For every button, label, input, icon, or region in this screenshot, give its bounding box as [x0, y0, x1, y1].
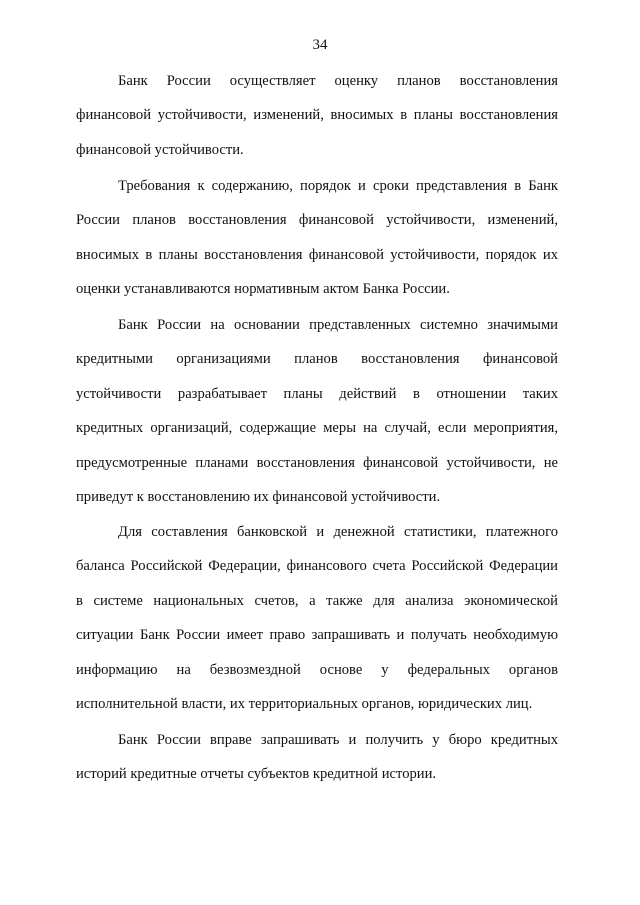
paragraph-line: финансовой устойчивости.: [76, 141, 244, 158]
paragraph-line: Банк России вправе запрашивать и получить у бюро кредитных: [118, 732, 558, 748]
paragraph-line: предусмотренные планами восстановления финансовой устойчивости, не: [76, 454, 558, 471]
paragraph-line: кредитных организаций, содержащие меры на случай, если мероприятия,: [76, 420, 558, 437]
paragraph-line: устойчивости разрабатывает планы действий в отношении таких: [76, 385, 558, 402]
page-number: 34: [312, 37, 328, 53]
paragraph-3: [76, 308, 558, 514]
paragraph-line: Банк России осуществляет оценку планов восстановления: [118, 73, 558, 89]
paragraph-line: информацию на безвозмездной основе у федеральных органов: [76, 661, 558, 678]
paragraph-line: ситуации Банк России имеет право запрашивать и получать необходимую: [76, 627, 558, 644]
paragraph-line: Для составления банковской и денежной статистики, платежного: [118, 524, 558, 540]
paragraph-line: приведут к восстановлению их финансовой устойчивости.: [76, 488, 441, 505]
paragraph-line: баланса Российской Федерации, финансового счета Российской Федерации: [76, 558, 558, 575]
paragraph-line: Банк России на основании представленных системно значимыми: [118, 317, 558, 333]
paragraph-5: [76, 723, 558, 792]
paragraph-line: финансовой устойчивости, изменений, вносимых в планы восстановления: [76, 107, 558, 124]
paragraph-4: [76, 515, 558, 721]
paragraph-1: [76, 64, 558, 167]
paragraph-line: кредитными организациями планов восстановления финансовой: [76, 351, 558, 368]
paragraph-line: в системе национальных счетов, а также для анализа экономической: [76, 592, 558, 609]
paragraph-line: России планов восстановления финансовой устойчивости, изменений,: [76, 212, 558, 229]
paragraph-line: Требования к содержанию, порядок и сроки представления в Банк: [118, 178, 558, 194]
paragraph-line: оценки устанавливаются нормативным актом Банка России.: [76, 281, 450, 298]
paragraph-line: вносимых в планы восстановления финансовой устойчивости, порядок их: [76, 246, 558, 263]
paragraph-line: исполнительной власти, их территориальных органов, юридических лиц.: [76, 695, 533, 712]
paragraph-2: [76, 169, 558, 307]
paragraph-line: историй кредитные отчеты субъектов кредитной истории.: [76, 766, 437, 783]
